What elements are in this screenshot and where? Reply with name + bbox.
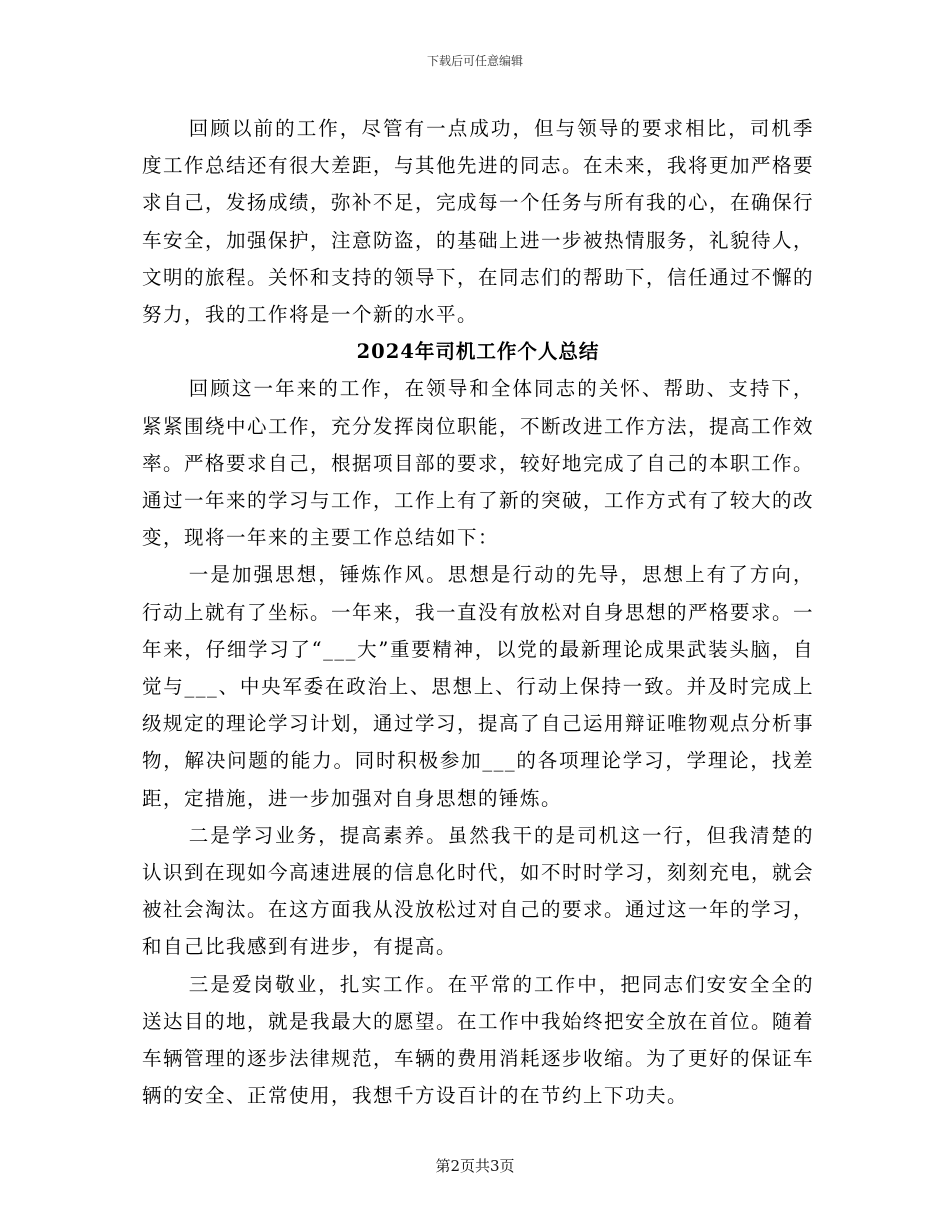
page-header: 下载后可任意编辑 — [426, 54, 523, 68]
document-body — [142, 110, 814, 1114]
paragraph-point-two: 二是学习业务，提高素养。虽然我干的是司机这一行，但我清楚的认识到在现如今高速进展的信息化时代，如不时时学习，刻刻充电，就会被社会淘汰。在这方面我从没放松过对自己的要求。通过这一年的学习，和自己比我感到有进步，有提高。 — [142, 823, 815, 959]
document-title: 2024年司机工作个人总结 — [356, 340, 600, 364]
paragraph-point-three: 三是爱岗敬业，扎实工作。在平常的工作中，把同志们安安全全的送达目的地，就是我最大的愿望。在工作中我始终把安全放在首位。随着车辆管理的逐步法律规范，车辆的费用消耗逐步收缩。为了更好的保证车辆的安全、正常使用，我想千方设百计的在节约上下功夫。 — [142, 972, 815, 1108]
paragraph-point-one: 一是加强思想，锤炼作风。思想是行动的先导，思想上有了方向，行动上就有了坐标。一年来，我一直没有放松对自身思想的严格要求。一年来，仔细学习了“___大”重要精神，以党的最新理论成果武装头脑，自觉与___、中央军委在政治上、思想上、行动上保持一致。并及时完成上级规定的理论学习计划，通过学习，提高了自己运用辩证唯物观点分析事物，解决问题的能力。同时积极参加___的各项理论学习，学理论，找差距，定措施，进一步加强对自身思想的锤炼。 — [142, 563, 815, 810]
paragraph-intro: 回顾以前的工作，尽管有一点成功，但与领导的要求相比，司机季度工作总结还有很大差距，与其他先进的同志。在未来，我将更加严格要求自己，发扬成绩，弥补不足，完成每一个任务与所有我的心，在确保行车安全，加强保护，注意防盗，的基础上进一步被热情服务，礼貌待人，文明的旅程。关怀和支持的领导下，在同志们的帮助下，信任通过不懈的努力，我的工作将是一个新的水平。 — [142, 117, 815, 327]
paragraph-overview: 回顾这一年来的工作，在领导和全体同志的关怀、帮助、支持下，紧紧围绕中心工作，充分发挥岗位职能，不断改进工作方法，提高工作效率。严格要求自己，根据项目部的要求，较好地完成了自己的本职工作。通过一年来的学习与工作，工作上有了新的突破，工作方式有了较大的改变，现将一年来的主要工作总结如下： — [142, 377, 815, 550]
page-footer: 第2页共3页 — [435, 1157, 515, 1175]
